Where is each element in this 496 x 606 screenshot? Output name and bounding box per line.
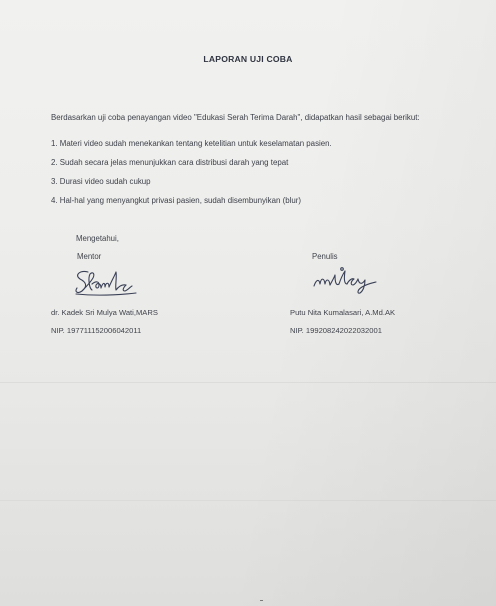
list-item: 3. Durasi video sudah cukup bbox=[51, 177, 151, 186]
author-name: Putu Nita Kumalasari, A.Md.AK bbox=[290, 308, 396, 317]
author-signature-block bbox=[290, 308, 395, 336]
document-title: LAPORAN UJI COBA bbox=[203, 54, 293, 64]
author-role: Penulis bbox=[312, 252, 338, 261]
paper-crease bbox=[0, 382, 496, 383]
list-item: 2. Sudah secara jelas menunjukkan cara distribusi darah yang tepat bbox=[51, 158, 289, 167]
intro-paragraph: Berdasarkan uji coba penayangan video "Edukasi Serah Terima Darah", didapatkan hasil sebagai berikut: bbox=[51, 113, 420, 122]
acknowledgement-label: Mengetahui, bbox=[76, 234, 119, 243]
list-item: 1. Materi video sudah menekankan tentang ketelitian untuk keselamatan pasien. bbox=[51, 139, 332, 148]
mentor-signature-icon bbox=[66, 266, 162, 302]
mentor-signature-block bbox=[51, 308, 158, 336]
result-list bbox=[51, 138, 332, 214]
list-item: 4. Hal-hal yang menyangkut privasi pasien, sudah disembunyikan (blur) bbox=[51, 196, 302, 205]
paper-crease bbox=[0, 500, 496, 501]
mentor-nip: NIP. 197711152006042011 bbox=[51, 326, 142, 335]
author-signature-icon bbox=[310, 262, 386, 296]
mentor-name: dr. Kadek Sri Mulya Wati,MARS bbox=[51, 308, 158, 317]
paper-speck bbox=[260, 600, 263, 601]
author-nip: NIP. 199208242022032001 bbox=[290, 326, 382, 335]
mentor-role: Mentor bbox=[77, 252, 102, 261]
